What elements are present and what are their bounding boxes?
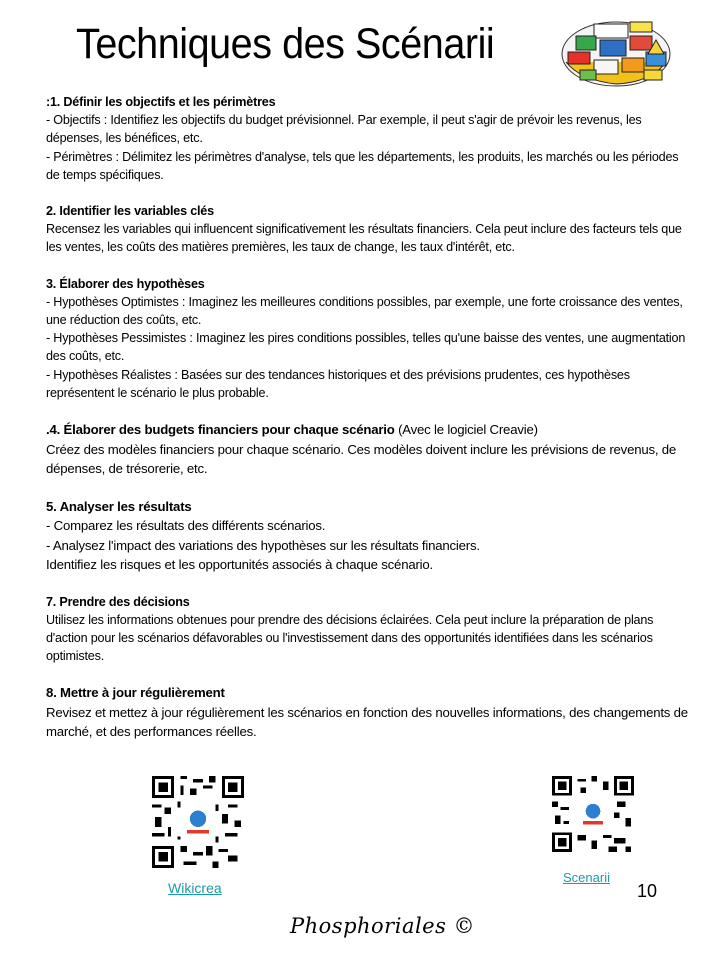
section-line: Utilisez les informations obtenues pour prendre des décisions éclairées. Cela peut inclure la préparation de plans d'action pour les scénarios défavorables ou l'investissement dans des opportunités identifiées dans les scénarios optimistes. — [46, 612, 654, 664]
section-line: Recensez les variables qui influencent significativement les résultats financiers. Cela peut inclure des facteurs tels que les ventes, les coûts des matières premières, les taux de change, les taux d'intérêt, etc. — [46, 222, 682, 255]
brand-signature: Phosphoriales © — [290, 914, 476, 938]
section-line: - Périmètres : Délimitez les périmètres d'analyse, tels que les départements, les produits, les marchés ou les périodes de temps spécifiques. — [46, 149, 679, 182]
board-game-illustration — [560, 18, 672, 88]
section-heading: 7. Prendre des décisions — [46, 594, 190, 609]
main-content — [46, 93, 688, 760]
page-number: 10 — [637, 881, 658, 901]
section-heading — [46, 420, 688, 440]
section-1 — [46, 93, 688, 184]
section-line: - Hypothèses Pessimistes : Imaginez les pires conditions possibles, telles qu'une baisse des ventes, une augmentation des coûts, etc. — [46, 331, 686, 364]
section-line: Identifiez les risques et les opportunités associés à chaque scénario. — [46, 557, 433, 573]
section-heading: 8. Mettre à jour régulièrement — [46, 685, 225, 701]
section-heading-extra: (Avec le logiciel Creavie) — [394, 422, 538, 438]
section-line: Revisez et mettez à jour régulièrement les scénarios en fonction des nouvelles informations, des changements de marché, et des performances réelles. — [46, 704, 688, 740]
section-8 — [46, 683, 688, 742]
section-heading: 2. Identifier les variables clés — [46, 204, 214, 219]
section-line: - Hypothèses Optimistes : Imaginez les meilleures conditions possibles, par exemple, une forte croissance des ventes, une réduction des coûts, etc. — [46, 294, 683, 328]
section-line: - Hypothèses Réalistes : Basées sur des tendances historiques et des prévisions prudentes, ces hypothèses représentent le scénario le plus probable. — [46, 367, 630, 400]
page-title: Techniques des Scénarii — [76, 20, 495, 68]
section-2 — [46, 202, 688, 257]
section-line: - Analysez l'impact des variations des hypothèses sur les résultats financiers. — [46, 537, 480, 553]
section-heading: 3. Élaborer des hypothèses — [46, 276, 205, 291]
section-line: - Comparez les résultats des différents scénarios. — [46, 518, 326, 534]
wikicrea-link[interactable]: Wikicrea — [168, 880, 222, 896]
section-7 — [46, 593, 688, 666]
section-line: - Objectifs : Identifiez les objectifs du budget prévisionnel. Par exemple, il peut s'agir de prévoir les revenus, les dépenses, les bénéfices, etc. — [46, 113, 642, 146]
scenarii-link[interactable]: Scenarii — [563, 870, 610, 885]
section-heading-text: .4. Élaborer des budgets financiers pour chaque scénario — [46, 422, 395, 438]
section-3 — [46, 275, 688, 402]
section-heading: 5. Analyser les résultats — [46, 498, 192, 514]
section-4 — [46, 420, 688, 479]
qr-code-wikicrea[interactable] — [152, 776, 244, 868]
qr-code-scenarii[interactable] — [551, 776, 635, 852]
section-line: Créez des modèles financiers pour chaque scénario. Ces modèles doivent inclure les prévisions de revenus, de dépenses, de trésorerie, etc. — [46, 441, 677, 477]
section-5 — [46, 497, 688, 575]
section-heading: :1. Définir les objectifs et les périmètres — [46, 95, 276, 109]
